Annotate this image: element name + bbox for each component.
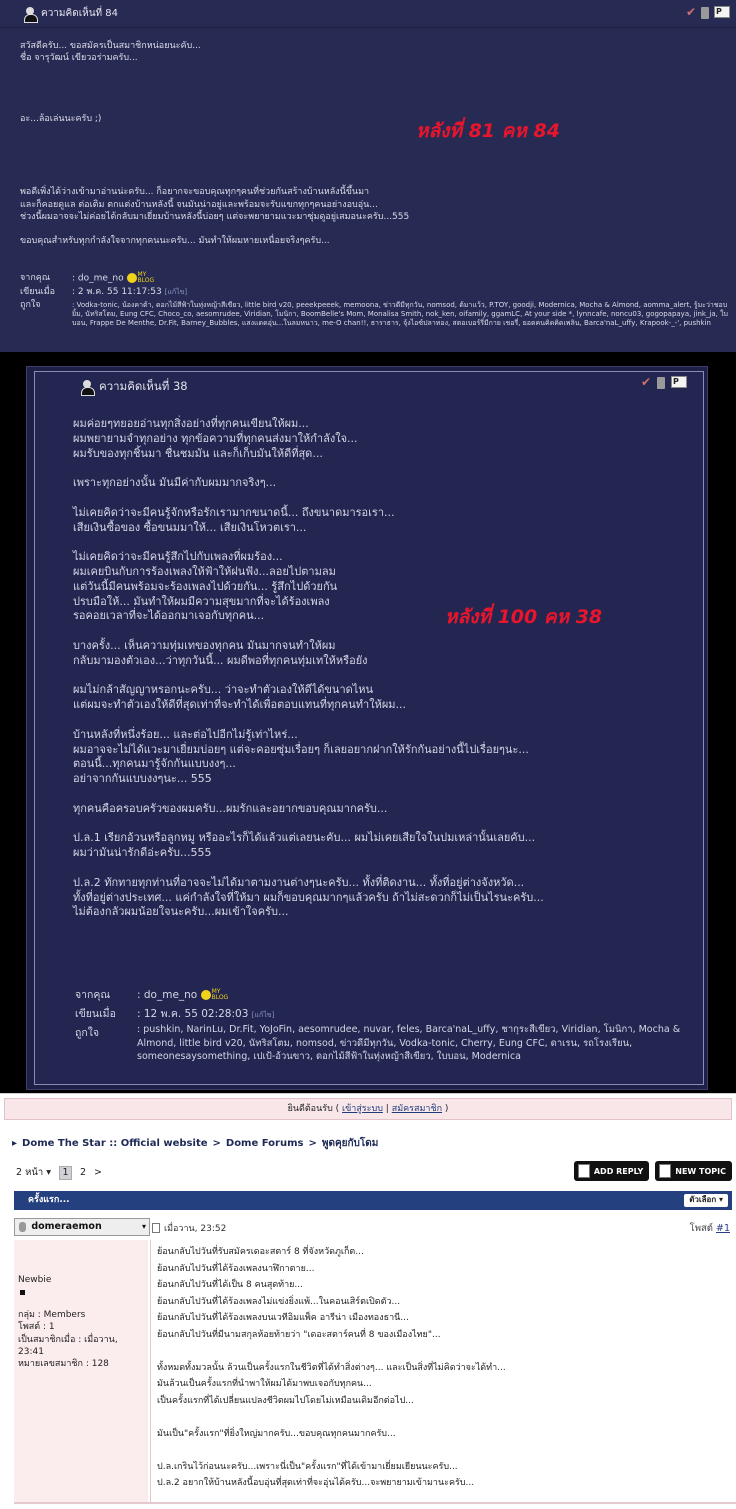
user-sidebar: [14, 1240, 148, 1502]
delete-bin-icon[interactable]: [657, 377, 665, 389]
body-line: ช่วงนี้ผมอาจจะไม่ค่อยได้กลับมาเยี่ยมบ้านหลังนี้บ่อยๆ แต่จะพยายามแวะมาซุ่มดูอยู่เสมอนะครับ...555: [20, 211, 410, 222]
body-line: ป.ล.เกรินไว้ก่อนนะครับ...เพราะนี่เป็น"ครั้งแรก"ที่ได้เข้ามาเยี่ยมเยียนนะครับ...: [157, 1461, 458, 1472]
comment-header: [0, 0, 736, 28]
new-topic-icon: [659, 1164, 671, 1178]
body-line: บางครั้ง... เห็นความทุ่มเทของทุกคน มันมากจนทำให้ผม: [73, 638, 336, 652]
body-line: [73, 461, 693, 476]
body-line: [20, 223, 720, 235]
user-number: หมายเลขสมาชิก : 128: [18, 1359, 109, 1370]
breadcrumb: ▸ Dome The Star :: Official website > Dome Forums > พูดคุยกับโดม: [12, 1138, 379, 1149]
comment-84-panel: [0, 0, 736, 352]
post-doc-icon: [152, 1223, 160, 1233]
user-rank: Newbie: [18, 1275, 52, 1285]
body-line: [20, 174, 720, 186]
user-avatar-icon: [24, 7, 36, 21]
likes-label: ถูกใจ: [20, 299, 41, 310]
body-line: ย้อนกลับไปวันที่ได้ร้องเพลงบนเวทีอิมแพ็ค อารีน่า เมืองทองธานี...: [157, 1313, 409, 1323]
body-line: เพราะทุกอย่างนั้น มันมีค่ากับผมมากจริงๆ...: [73, 476, 277, 490]
body-line: ป.ล.1 เรียกอ้วนหรือลูกหมู หรืออะไรก็ได้แล้วแต่เลยนะคับ... ผมไม่เคยเสียใจในปมเหล่านั้นเลยคับ...: [73, 831, 536, 845]
body-line: [20, 89, 720, 101]
comment-tools: [641, 376, 687, 389]
edit-link[interactable]: [แก้ไข]: [164, 287, 188, 296]
private-message-icon[interactable]: P: [714, 6, 730, 18]
body-line: ชื่อ จารุวัฒน์ เขียวอร่ามครับ...: [20, 53, 138, 64]
breadcrumb-item-forums[interactable]: Dome Forums: [225, 1138, 304, 1149]
stamp-label: หลังที่ 81 คห 84: [416, 120, 560, 142]
comment-tools: [686, 6, 730, 19]
edit-link[interactable]: [แก้ไข]: [251, 1010, 275, 1019]
written-date: : 2 พ.ค. 55 11:17:53: [72, 286, 162, 297]
body-line: ทุกคนคือครอบครัวของผมครับ...ผมรักและอยากขอบคุณมากครับ...: [73, 801, 388, 815]
comment-38-panel: [34, 371, 704, 1085]
body-line: รอคอยเวลาที่จะได้ออกมาเจอกับทุกคน...: [73, 609, 265, 623]
body-line: [20, 150, 720, 162]
page-current: 1: [59, 1166, 72, 1180]
post-footer-line: [14, 1502, 736, 1504]
body-line: เสียเงินซื้อของ ซื้อขนมมาให้... เสียเงินโหวตเรา...: [73, 520, 307, 534]
body-line: ตอนนี้...ทุกคนมารู้จักกันแบบงงๆ...: [73, 757, 236, 771]
private-message-icon[interactable]: P: [671, 376, 687, 388]
body-line: [73, 861, 693, 876]
body-line: [73, 535, 693, 550]
username-dropdown[interactable]: domeraemon ▾: [14, 1218, 150, 1236]
from-label: จากคุณ: [20, 273, 51, 283]
post-number: โพสต์ #1: [689, 1223, 730, 1234]
register-link[interactable]: สมัครสมาชิก: [391, 1104, 443, 1114]
body-line: ไม่เคยคิดว่าจะมีคนรู้จักหรือรักเรามากขนาดนี้... ถึงขนาดมารอเรา...: [73, 505, 395, 519]
body-line: [20, 64, 720, 76]
body-line: [157, 1409, 736, 1426]
body-line: เป็นครั้งแรกที่ได้เปลี่ยนแปลงชีวิตผมไปโดยไม่เหมือนเดิมอีกต่อไป...: [157, 1395, 414, 1406]
thread-title-bar: [14, 1191, 732, 1210]
body-line: ป.ล.2 อยากให้บ้านหลังนี้อบอุ่นที่สุดเท่าที่จะอุ่นได้ครับ...จะพยายามเข้ามานะครับ...: [157, 1478, 475, 1488]
body-line: [20, 162, 720, 174]
from-label: จากคุณ: [75, 989, 111, 1001]
body-line: แต่ผมจะทำตัวเองให้ดีที่สุดเท่าที่จะทำได้เพื่อตอบแทนที่ทุกคนทำให้ผม...: [73, 698, 407, 712]
comment-title: ความคิดเห็นที่ 38: [99, 379, 188, 393]
user-group: กลุ่ม : Members: [18, 1310, 86, 1321]
reply-icon: [578, 1164, 590, 1178]
body-line: บ้านหลังที่หนึ่งร้อย... และต่อไปอีกไม่รู้เท่าไหร่...: [73, 727, 298, 741]
written-label: เขียนเมื่อ: [20, 286, 56, 297]
body-line: ผมเคยบินกับการร้องเพลงให้ฟ้าให้ฝนฟัง...ลอยไปตามลม: [73, 564, 336, 578]
myblog-badge[interactable]: MY BLOG: [201, 989, 229, 1001]
body-line: [73, 817, 693, 832]
like-check-icon[interactable]: ✔: [640, 375, 651, 389]
author-link[interactable]: : do_me_no: [72, 273, 124, 284]
likes-label: ถูกใจ: [75, 1027, 99, 1040]
chevron-down-icon: ▾: [718, 1195, 723, 1204]
body-line: ไม่ต้องกลัวผมน้อยใจนะครับ...ผมเข้าใจครับ...: [73, 905, 289, 919]
body-line: ป.ล.2 ทักทายทุกท่านที่อาจจะไม่ได้มาตามงานต่างๆนะครับ... ทั้งที่ติดงาน... ทั้งที่อยู่ต่างจังหวัด...: [73, 875, 525, 889]
chevron-down-icon: ▾: [141, 1222, 146, 1231]
author-link[interactable]: : do_me_no: [137, 989, 198, 1001]
body-line: ผมไม่กล้าสัญญาหรอกนะครับ... ว่าจะทำตัวเองให้ดีได้ขนาดไหน: [73, 683, 374, 697]
welcome-bar: ยินดีต้อนรับ ( เข้าสู่ระบบ | สมัครสมาชิก ): [4, 1098, 732, 1120]
body-line: ไม่เคยคิดว่าจะมีคนรู้สึกไปกับเพลงที่ผมร้อง...: [73, 550, 283, 564]
next-page-arrow[interactable]: >: [94, 1167, 102, 1178]
comment-meta: [20, 272, 732, 328]
body-line: อะ...ล้อเล่นนะครับ ;): [20, 114, 102, 125]
body-line: พอดีเพิ่งได้ว่างเข้ามาอ่านน่ะครับ... ก็อยากจะขอบคุณทุกๆคนที่ช่วยกันสร้างบ้านหลังนี้ขึ้นมา: [20, 187, 370, 198]
body-line: ผมค่อยๆทยอยอ่านทุกสิ่งอย่างที่ทุกคนเขียนให้ผม...: [73, 417, 309, 430]
body-line: [20, 101, 720, 113]
breadcrumb-item-site[interactable]: Dome The Star :: Official website: [22, 1138, 208, 1149]
thread-title: ครั้งแรก...: [28, 1195, 70, 1205]
page-link-2[interactable]: 2: [79, 1167, 87, 1178]
thread-actions: [574, 1161, 732, 1181]
new-topic-button[interactable]: NEW TOPIC: [655, 1161, 732, 1181]
body-line: ย้อนกลับไปวันที่ได้ร้องเพลงไม่แข่งยิ่งแพ้...ในคอนเสิร์ตเปิดตัว...: [157, 1296, 401, 1307]
body-line: อย่าจากกันแบบงงๆนะ... 555: [73, 772, 212, 786]
options-dropdown[interactable]: ตัวเลือก ▾: [684, 1194, 728, 1207]
forum-panel: [0, 1093, 736, 1509]
body-line: ย้อนกลับไปวันที่รับสมัครเดอะสตาร์ 8 ที่จังหวัดภูเก็ต...: [157, 1247, 364, 1257]
body-line: และก็คอยดูแล ต่อเติม ตกแต่งบ้านหลังนี้ จนมันน่าอยู่และพร้อมจะรับแขกทุกๆคนอย่างอบอุ่น...: [20, 199, 378, 210]
user-icon: [19, 1222, 26, 1232]
user-avatar-icon: [81, 380, 93, 394]
body-line: [20, 77, 720, 89]
user-posts: โพสต์ : 1: [18, 1322, 55, 1333]
chevron-down-icon: ▾: [46, 1167, 51, 1178]
body-line: ผมรับของทุกชิ้นมา ชื่นชมมัน และก็เก็บมันให้ดีที่สุด...: [73, 446, 323, 460]
body-line: ย้อนกลับไปวันที่ได้เป็น 8 คนสุดท้าย...: [157, 1280, 303, 1290]
body-line: ทั้งที่อยู่ต่างประเทศ... แค่กำลังใจที่ให้มา ผมก็ขอบคุณมากๆแล้วครับ ถ้าไม่สะดวกก็ไม่เป็นไรนะครับ...: [73, 890, 544, 904]
body-line: ผมพยายามจำทุกอย่าง ทุกข้อความที่ทุกคนส่งมาให้กำลังใจ...: [73, 431, 358, 445]
post-permalink[interactable]: #1: [715, 1223, 730, 1234]
comment-header: [81, 378, 188, 396]
body-line: [20, 125, 720, 137]
body-line: [157, 1343, 736, 1360]
myblog-badge[interactable]: MY BLOG: [127, 272, 155, 284]
body-line: [157, 1442, 736, 1459]
body-line: [73, 787, 693, 802]
comment-body: [20, 40, 720, 247]
stamp-label: หลังที่ 100 คห 38: [445, 606, 603, 628]
body-line: สวัสดีครับ... ขอสมัครเป็นสมาชิกหน่อยนะคับ...: [20, 41, 201, 51]
body-line: ผมว่ามันน่ารักดีอ่ะครับ...555: [73, 846, 212, 860]
delete-bin-icon[interactable]: [701, 7, 709, 19]
written-label: เขียนเมื่อ: [75, 1007, 116, 1020]
smiley-icon: [127, 273, 137, 283]
body-line: มันล้วนเป็นครั้งแรกที่นำพาให้ผมได้มาพบเจอกับทุกคน...: [157, 1379, 372, 1389]
body-line: [73, 713, 693, 728]
comment-title: ความคิดเห็นที่ 84: [41, 8, 119, 19]
body-line: ผมอาจจะไม่ได้แวะมาเยี่ยมบ่อยๆ แต่จะคอยซุ่มเรื่อยๆ ก็เลยอยากฝากให้รักกันอย่างนี้ไปเรื่อยๆนะ...: [73, 742, 529, 756]
pages-dropdown[interactable]: 2 หน้า ▾: [16, 1167, 51, 1178]
body-line: ย้อนกลับไปวันที่มีนามสกุลห้อยท้ายว่า "เดอะสตาร์คนที่ 8 ของเมืองไทย"...: [157, 1329, 441, 1340]
post-content: [150, 1240, 736, 1502]
body-line: มันเป็น"ครั้งแรก"ที่ยิ่งใหญ่มากครับ...ขอบคุณทุกคนมากครับ...: [157, 1428, 396, 1439]
body-line: ปรบมือให้... มันทำให้ผมมีความสุขมากที่จะได้ร้องเพลง: [73, 594, 330, 608]
body-line: แต่วันนี้มีคนพร้อมจะร้องเพลงไปด้วยกัน... รู้สึกไปด้วยกัน: [73, 579, 338, 593]
written-date: : 12 พ.ค. 55 02:28:03: [137, 1007, 249, 1020]
breadcrumb-item-board[interactable]: พูดคุยกับโดม: [321, 1138, 379, 1149]
likes-list: : pushkin, NarinLu, Dr.Fit, YoJoFin, aesomrudee, nuvar, feles, Barca'naL_uffy, ชากุระสีเขียว, Viridian, โมนิกา, Mocha & Almond, little bird v20, นัทริสโตม, nomsod, ข่าวดีมีทุกวัน, Vodka-tonic, Cherry, Eung CFC, ดาเรน, รถโรงเรียน, someonesaysomething, เปเป้-อ้วนขาว, ดอกไม้สีฟ้าในทุ่งหญ้าสีเขียว, ใบบอน, Modernica: [137, 1024, 681, 1063]
body-line: [73, 669, 693, 684]
smiley-icon: [201, 990, 211, 1000]
pagination: [16, 1165, 102, 1180]
login-link[interactable]: เข้าสู่ระบบ: [342, 1104, 383, 1114]
likes-list: : Vodka-tonic, น้องคาต้า, ดอกไม้สีฟ้าในทุ่งหญ้าสีเขียว, little bird v20, peeekpeeek, memoona, ข่าวดีมีทุกวัน, nomsod, ต้มาแว้ว, P.TOY, goodji, Modernica, Mocha & Almond, aomma_alert, รู้มะว่าชอบยิ้ม, นัทริสโตม, Eung CFC, Choco_co, aesomrudee, Viridian, โมนิกา, BoomBelle's Mom, Monalisa Smith, nok_ken, oifamily, ggamLC, At your side *, lynncafe, noncu03, gogopapaya, jink_ja, ใบบอน, Frappe De Menthe, Dr.Fit, Barney_Bubbles, แสงแดดอุ่น...ในลมหนาว, me-O chan!!, ธาราธาร, จุ้งไอซ์ปลาทอง, สตอเบอร์รี่มีกาย เชอรี่, ยอดคนคิดคิดเพลิน, Barca'naL_uffy, Krapook-_-', pushkin: [72, 300, 728, 328]
comment-body: [73, 417, 693, 920]
body-line: [20, 138, 720, 150]
rank-pip-icon: [20, 1290, 25, 1295]
comment-meta: [75, 989, 695, 1069]
user-joined: เป็นสมาชิกเมื่อ : เมื่อวาน, 23:41: [18, 1334, 118, 1357]
body-line: กลับมามองตัวเอง...ว่าทุกวันนี้... ผมดีพอที่ทุกคนทุ่มเทให้หรือยัง: [73, 653, 368, 667]
breadcrumb-root-icon: ▸: [12, 1138, 18, 1149]
body-line: ขอบคุณสำหรับทุกกำลังใจจากทุกคนนะครับ... มันทำให้ผมหายเหนื่อยจริงๆครับ...: [20, 236, 330, 247]
body-line: ทั้งหมดทั้งมวลนั้น ล้วนเป็นครั้งแรกในชีวิตที่ได้ทำสิ่งต่างๆ... และเป็นสิ่งที่ไม่คิดว่าจะได้ทำ...: [157, 1362, 506, 1373]
post-date: เมื่อวาน, 23:52: [152, 1221, 226, 1235]
body-line: ย้อนกลับไปวันที่ได้ร้องเพลงนาฬิกาตาย...: [157, 1263, 315, 1274]
add-reply-button[interactable]: ADD REPLY: [574, 1161, 649, 1181]
like-check-icon[interactable]: ✔: [685, 5, 696, 19]
body-line: [73, 491, 693, 506]
